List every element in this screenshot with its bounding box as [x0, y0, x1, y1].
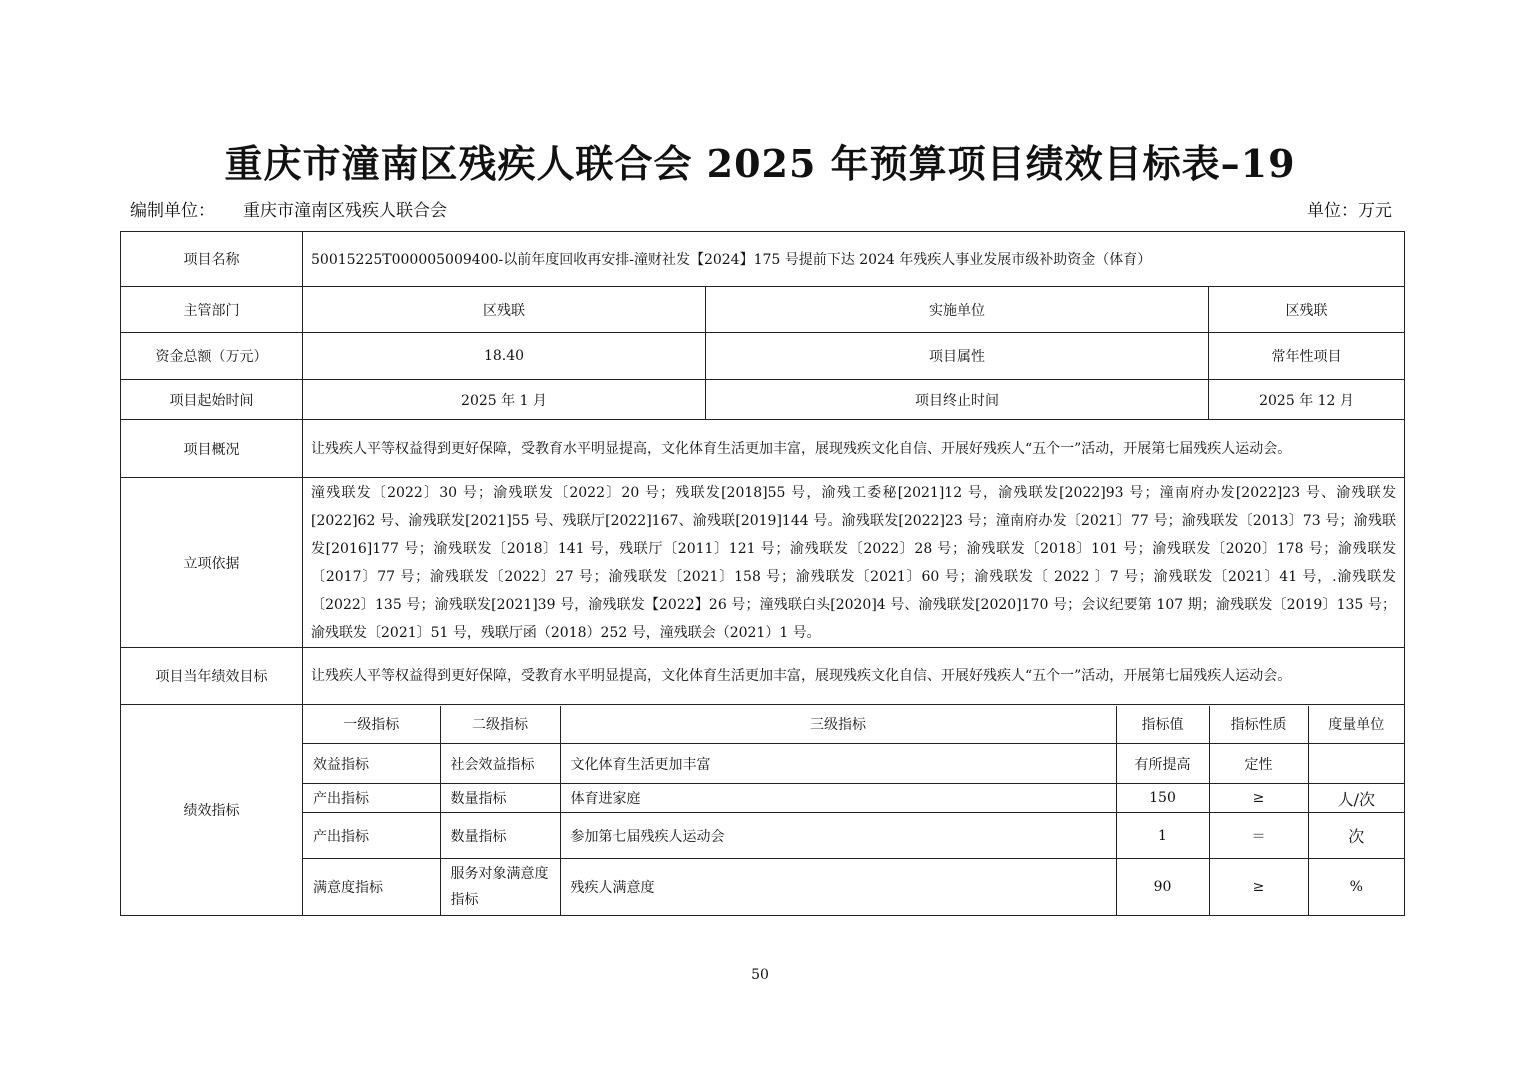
- performance-target-table: [120, 231, 1405, 916]
- page-number: 50: [751, 967, 769, 983]
- overview-value: 让残疾人平等权益得到更好保障，受教育水平明显提高，文化体育生活更加丰富，展现残疾文化自信、开展好残疾人“五个一”活动，开展第七届残疾人运动会。: [303, 420, 1405, 478]
- attr-value: 常年性项目: [1209, 333, 1405, 380]
- start-value: 2025 年 1 月: [303, 380, 706, 420]
- overview-label: 项目概况: [121, 420, 303, 478]
- indicator-value: 有所提高: [1116, 744, 1209, 784]
- compiling-unit: [130, 196, 447, 221]
- start-label: 项目起始时间: [121, 380, 303, 420]
- funds-value: 18.40: [303, 333, 706, 380]
- indicator-header-row: [303, 706, 1404, 744]
- indicator-unit: 人/次: [1308, 784, 1404, 813]
- indicator-level3: 残疾人满意度: [560, 859, 1116, 915]
- indicator-level2: 数量指标: [440, 813, 560, 859]
- indicator-nature: 定性: [1209, 744, 1308, 784]
- indicator-unit: 次: [1308, 813, 1404, 859]
- indicator-level1: 产出指标: [303, 813, 440, 859]
- project-name-label: 项目名称: [121, 232, 303, 287]
- indicator-value: 150: [1116, 784, 1209, 813]
- indicator-level2: 数量指标: [440, 784, 560, 813]
- currency-unit: 单位：万元: [1307, 201, 1392, 221]
- compiling-unit-value: 重庆市潼南区残疾人联合会: [243, 201, 447, 221]
- dept-label: 主管部门: [121, 287, 303, 333]
- goal-label: 项目当年绩效目标: [121, 648, 303, 705]
- row-performance: [121, 705, 1405, 916]
- indicator-level3: 体育进家庭: [560, 784, 1116, 813]
- end-label: 项目终止时间: [706, 380, 1209, 420]
- table-row: [303, 784, 1404, 813]
- attr-label: 项目属性: [706, 333, 1209, 380]
- row-goal: [121, 648, 1405, 705]
- row-overview: [121, 420, 1405, 478]
- basis-value: 潼残联发〔2022〕30 号；渝残联发〔2022〕20 号；残联发[2018]55 号，渝残工委秘[2021]12 号，渝残联发[2022]93 号；潼南府办发[2022]23 号、渝残联发[2022]62 号、渝残联发[2021]55 号、残联厅[2022]167、渝残联[2019]144 号。渝残联发[2022]23 号；潼南府办发〔2021〕77 号；渝残联发〔2013〕73 号；渝残联发[2016]177 号；渝残联发〔2018〕141 号，残联厅〔2011〕121 号；渝残联发〔2022〕28 号；渝残联发〔2018〕101 号；渝残联发〔2020〕178 号；渝残联发〔2017〕77 号；渝残联发〔2022〕27 号；渝残联发〔2021〕158 号；渝残联发〔2021〕60 号；渝残联发〔 2022 〕7 号；渝残联发〔2021〕41 号，.渝残联发〔2022〕135 号；渝残联发[2021]39 号，渝残联发【2022】26 号；潼残联白头[2020]4 号、渝残联发[2020]170 号；会议纪要第 107 期；渝残联发〔2019〕135 号；渝残联发〔2021〕51 号，残联厅函（2018）252 号，潼残联会（2021）1 号。: [303, 478, 1405, 648]
- table-row: [303, 813, 1404, 859]
- header-level1: 一级指标: [303, 706, 440, 744]
- header-level2: 二级指标: [440, 706, 560, 744]
- dept-value: 区残联: [303, 287, 706, 333]
- indicator-level1: 满意度指标: [303, 859, 440, 915]
- indicator-unit: %: [1308, 859, 1404, 915]
- impl-value: 区残联: [1209, 287, 1405, 333]
- header-level3: 三级指标: [560, 706, 1116, 744]
- end-value: 2025 年 12 月: [1209, 380, 1405, 420]
- page-title: 重庆市潼南区残疾人联合会 2025 年预算项目绩效目标表–19: [224, 141, 1296, 186]
- indicator-level3: 参加第七届残疾人运动会: [560, 813, 1116, 859]
- row-funds: [121, 333, 1405, 380]
- indicator-nature: ≥: [1209, 859, 1308, 915]
- funds-label: 资金总额（万元）: [121, 333, 303, 380]
- indicator-level3: 文化体育生活更加丰富: [560, 744, 1116, 784]
- indicator-nature: ＝: [1209, 813, 1308, 859]
- row-period: [121, 380, 1405, 420]
- indicator-level2: 社会效益指标: [440, 744, 560, 784]
- table-row: [303, 859, 1404, 915]
- performance-indicators-table: [303, 706, 1404, 915]
- row-department: [121, 287, 1405, 333]
- header-value: 指标值: [1116, 706, 1209, 744]
- project-name-value: 50015225T000005009400-以前年度回收再安排-潼财社发【2024】175 号提前下达 2024 年残疾人事业发展市级补助资金（体育）: [303, 232, 1405, 287]
- performance-label: 绩效指标: [121, 705, 303, 916]
- impl-label: 实施单位: [706, 287, 1209, 333]
- indicator-nature: ≥: [1209, 784, 1308, 813]
- performance-cell: [303, 705, 1405, 916]
- header-nature: 指标性质: [1209, 706, 1308, 744]
- table-row: [303, 744, 1404, 784]
- indicator-level1: 效益指标: [303, 744, 440, 784]
- indicator-unit: [1308, 744, 1404, 784]
- row-project-name: [121, 232, 1405, 287]
- indicator-level2: 服务对象满意度指标: [440, 859, 560, 915]
- indicator-value: 90: [1116, 859, 1209, 915]
- basis-label: 立项依据: [121, 478, 303, 648]
- indicator-level1: 产出指标: [303, 784, 440, 813]
- goal-value: 让残疾人平等权益得到更好保障，受教育水平明显提高，文化体育生活更加丰富，展现残疾文化自信、开展好残疾人“五个一”活动，开展第七届残疾人运动会。: [303, 648, 1405, 705]
- row-basis: [121, 478, 1405, 648]
- header-unit: 度量单位: [1308, 706, 1404, 744]
- indicator-value: 1: [1116, 813, 1209, 859]
- compiling-unit-label: 编制单位：: [130, 201, 215, 221]
